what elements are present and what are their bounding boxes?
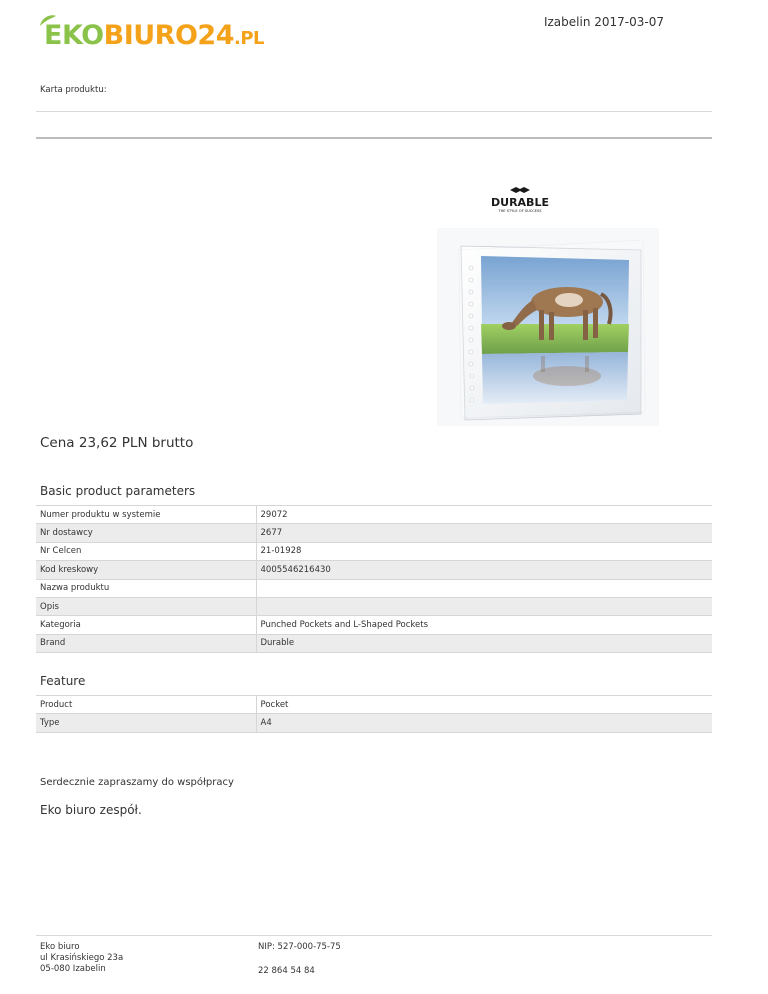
divider-thick xyxy=(36,137,712,139)
divider xyxy=(36,111,712,112)
table-row xyxy=(36,696,712,714)
footer-street: ul Krasińskiego 23a xyxy=(40,953,124,963)
feature-value: Pocket xyxy=(256,696,712,714)
param-value: 2677 xyxy=(256,524,712,542)
brand-tagline: THE STYLE OF SUCCESS xyxy=(498,209,542,213)
footer-phone: 22 864 54 84 xyxy=(258,966,315,976)
footer-city: 05-080 Izabelin xyxy=(40,964,106,974)
param-value: 21-01928 xyxy=(256,542,712,560)
table-row xyxy=(36,714,712,732)
closing-invite: Serdecznie zapraszamy do współpracy xyxy=(40,777,234,788)
param-value: Punched Pockets and L-Shaped Pockets xyxy=(256,616,712,634)
table-row xyxy=(36,579,712,597)
logo-text-eko: EKO xyxy=(44,20,104,51)
table-row xyxy=(36,561,712,579)
param-key: Brand xyxy=(36,634,256,652)
footer-divider xyxy=(36,935,712,936)
param-key: Numer produktu w systemie xyxy=(36,506,256,524)
footer-company: Eko biuro xyxy=(40,942,80,952)
durable-brand-logo xyxy=(476,186,564,214)
basic-params-table xyxy=(36,505,712,653)
product-image xyxy=(437,228,659,426)
table-row xyxy=(36,524,712,542)
table-row xyxy=(36,506,712,524)
param-key: Nazwa produktu xyxy=(36,579,256,597)
param-value: Durable xyxy=(256,634,712,652)
feature-value: A4 xyxy=(256,714,712,732)
brand-wordmark: DURABLE xyxy=(491,196,549,209)
table-row xyxy=(36,616,712,634)
product-price: Cena 23,62 PLN brutto xyxy=(40,435,194,451)
footer-address xyxy=(40,942,123,975)
feature-table xyxy=(36,695,712,733)
basic-params-title: Basic product parameters xyxy=(40,484,196,498)
durable-arrows-icon xyxy=(510,187,530,193)
logo-text-tld: .PL xyxy=(233,28,264,49)
table-row xyxy=(36,597,712,615)
param-key: Nr dostawcy xyxy=(36,524,256,542)
footer-nip: NIP: 527-000-75-75 xyxy=(258,942,341,952)
table-row xyxy=(36,542,712,560)
param-key: Kod kreskowy xyxy=(36,561,256,579)
param-key: Nr Celcen xyxy=(36,542,256,560)
store-logo xyxy=(38,14,278,56)
document-date: Izabelin 2017-03-07 xyxy=(543,15,664,29)
feature-key: Product xyxy=(36,696,256,714)
card-label: Karta produktu: xyxy=(40,85,107,95)
logo-text-biuro: BIURO24 xyxy=(103,20,234,51)
param-value: 29072 xyxy=(256,506,712,524)
closing-team: Eko biuro zespół. xyxy=(40,803,142,817)
feature-key: Type xyxy=(36,714,256,732)
table-row xyxy=(36,634,712,652)
param-value xyxy=(256,597,712,615)
param-key: Kategoria xyxy=(36,616,256,634)
param-key: Opis xyxy=(36,597,256,615)
param-value xyxy=(256,579,712,597)
feature-title: Feature xyxy=(40,674,86,688)
param-value: 4005546216430 xyxy=(256,561,712,579)
